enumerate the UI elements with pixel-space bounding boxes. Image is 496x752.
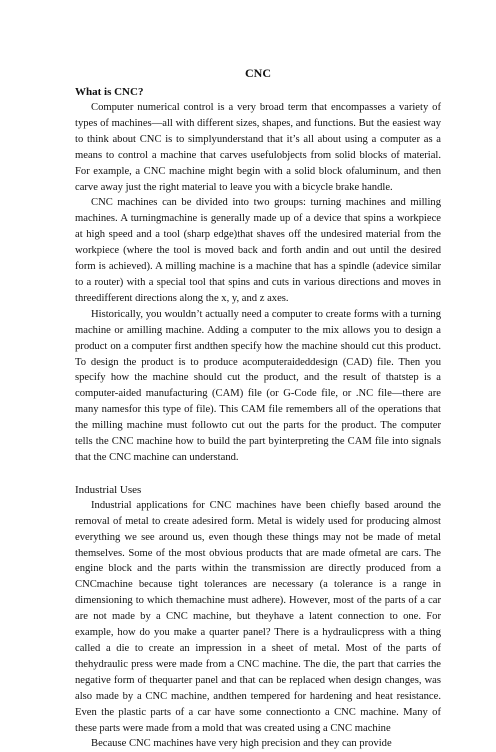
section-heading-industrial-uses: Industrial Uses <box>75 483 142 496</box>
paragraph-precision: Because CNC machines have very high precision and they can provide <box>91 738 392 750</box>
paragraph-cnc-definition: Computer numerical control is a very broad term that encompasses a variety of types of machines—all with different sizes, shapes, and functions. But the easiest way to think about CNC is to simplyunderstand that it’s all about using a computer as a means to control a machine that carves usefulobjects from solid blocks of material. For example, a CNC machine might begin with a solid block ofaluminum, and then carve away just the right material to leave you with a bicycle brake handle. <box>75 102 441 193</box>
paragraph-industrial-applications: Industrial applications for CNC machines have been chiefly based around the removal of metal to create adesired form. Metal is widely used for producing almost everything we see around us, even though these things may not be made of metal themselves. Some of the most obvious products that are made ofmetal are cars. The engine block and the parts within the transmission are directly produced from a CNCmachine because tight tolerances are necessary (a tolerance is a range in dimensioning to which themachine must adhere). However, most of the parts of a car are not made by a CNC machine, but theyhave a latent connection to one. For example, how do you make a quarter panel? There is a hydraulicpress with a thing called a die to create an impression in a sheet of metal. Most of the parts of thehydraulic press were made from a CNC machine. The die, the part that carries the negative form of thequarter panel and that can be replaced when design changes, was also made by a CNC machine, andthen tempered for hardening and heat resistance. Even the plastic parts of a car have some connectionto a CNC machine. Many of these parts were made from a mold that was created using a CNC machine <box>75 499 441 734</box>
section-spacer <box>75 466 441 482</box>
section-heading-what-is-cnc: What is CNC? <box>75 86 144 98</box>
document-title: CNC <box>245 66 271 80</box>
paragraph-machine-groups: CNC machines can be divided into two groups: turning machines and milling machines. A turningmachine is generally made up of a device that spins a workpiece at high speed and a tool (sharp edge)that shaves off the undesired material from the workpiece (where the tool is moved back and forth andin and out until the desired form is achieved). A milling machine is a machine that has a spindle (adevice similar to a router) with a special tool that spins and cuts in various directions and moves in threedifferent directions along the x, y, and z axes. <box>75 197 441 304</box>
paragraph-history: Historically, you wouldn’t actually need a computer to create forms with a turning machine or amilling machine. Adding a computer to the mix allows you to design a product on a computer first andthen specify how the machine should cut this product. To design the product is to produce acomputeraideddesign (CAD) file. Then you specify how the machine should cut the product, and the result of thatstep is a computer-aided manufacturing (CAM) file (or G-Code file, or .NC file—there are many namesfor this type of file). This CAM file remembers all of the operations that the milling machine must followto cut out the parts for the product. The computer tells the CNC machine how to build the part byinterpreting the CAM file into signals that the CNC machine can understand. <box>75 308 441 463</box>
